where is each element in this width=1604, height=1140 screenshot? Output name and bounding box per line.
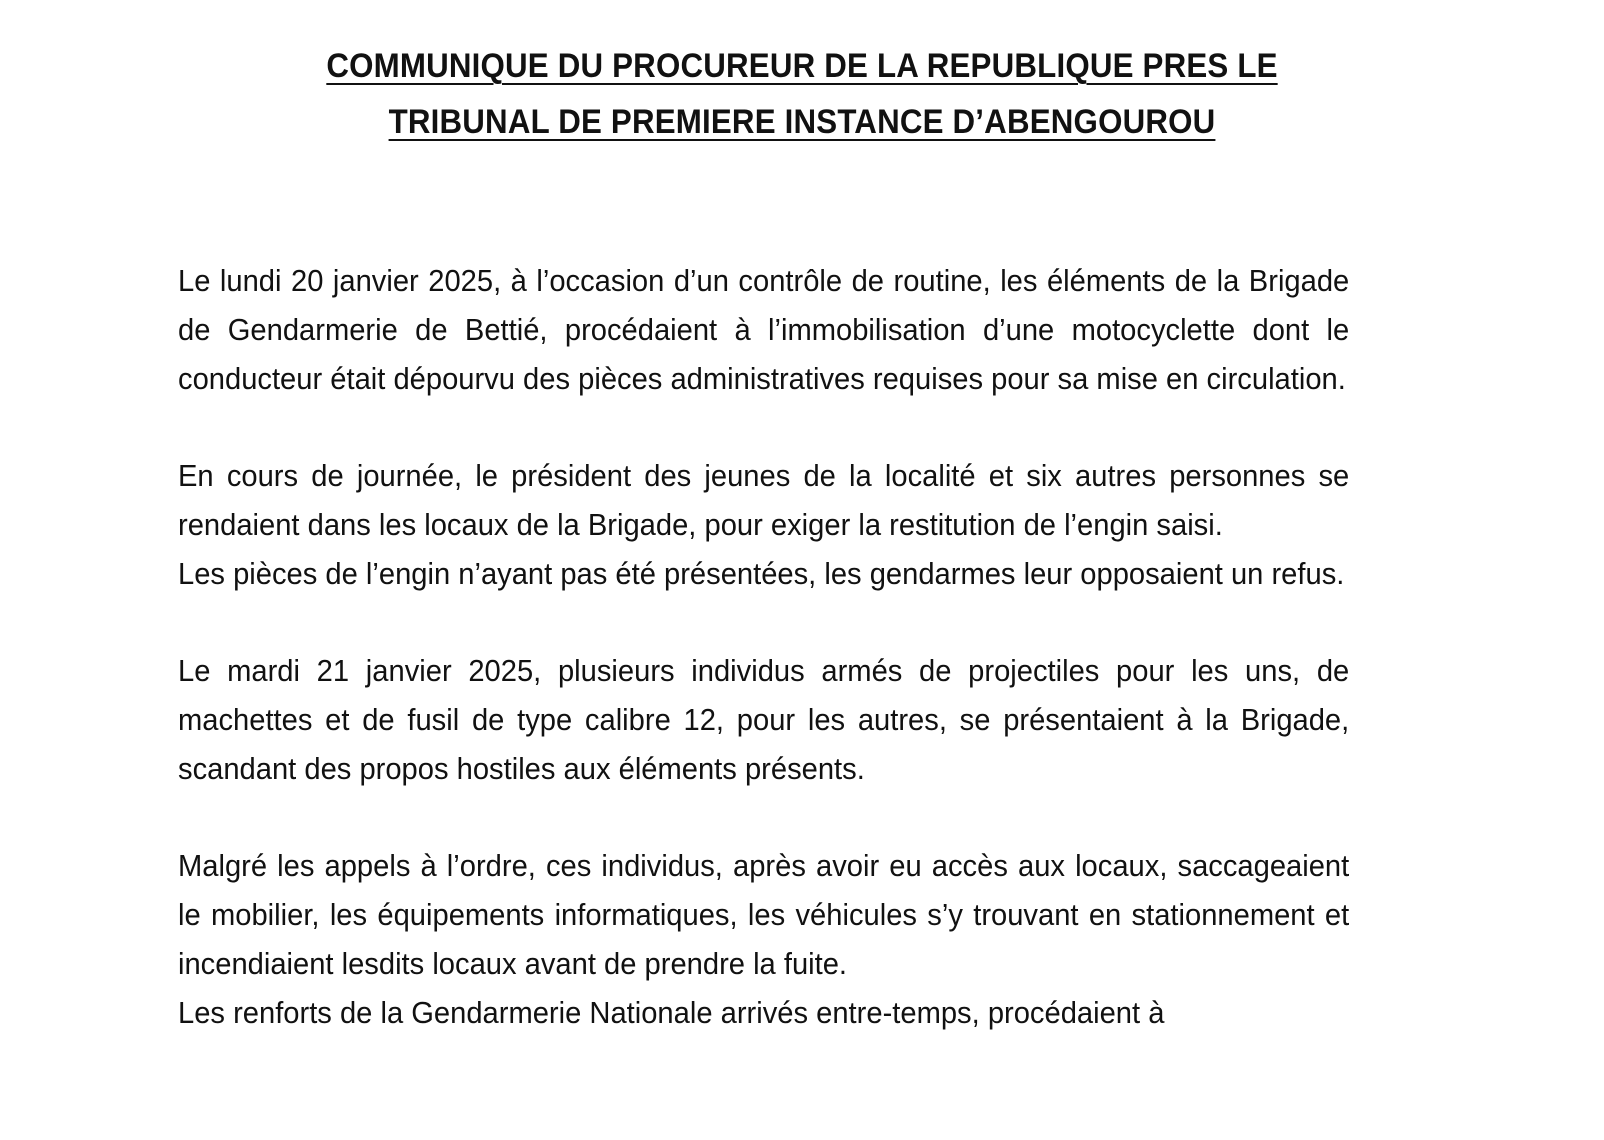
paragraph-2: En cours de journée, le président des jeunes de la localité et six autres personnes se rendaient dans les locaux de la Brigade, pour exiger la restitution de l’engin saisi. — [178, 458, 1350, 542]
paragraph-3: Les pièces de l’engin n’ayant pas été présentées, les gendarmes leur opposaient un refus. — [178, 556, 1345, 591]
paragraph-spacer — [178, 793, 1349, 841]
title-line-1: COMMUNIQUE DU PROCUREUR DE LA REPUBLIQUE PRES LE — [326, 47, 1278, 85]
document-body — [178, 256, 1349, 1037]
document-title — [64, 38, 1540, 150]
paragraph-spacer — [178, 598, 1349, 646]
paragraph-4: Le mardi 21 janvier 2025, plusieurs individus armés de projectiles pour les uns, de machettes et de fusil de type calibre 12, pour les autres, se présentaient à la Brigade, scandant des propos hostiles aux éléments présents. — [178, 653, 1350, 786]
paragraph-5: Malgré les appels à l’ordre, ces individus, après avoir eu accès aux locaux, saccageaient le mobilier, les équipements informatiques, les véhicules s’y trouvant en stationnement et incendiaient lesdits locaux avant de prendre la fuite. — [178, 848, 1350, 981]
paragraph-6: Les renforts de la Gendarmerie Nationale arrivés entre-temps, procédaient à — [178, 995, 1165, 1030]
paragraph-spacer — [178, 403, 1349, 451]
title-line-2: TRIBUNAL DE PREMIERE INSTANCE D’ABENGOUROU — [388, 103, 1216, 141]
paragraph-1: Le lundi 20 janvier 2025, à l’occasion d’un contrôle de routine, les éléments de la Brigade de Gendarmerie de Bettié, procédaient à l’immobilisation d’une motocyclette dont le conducteur était dépourvu des pièces administratives requises pour sa mise en circulation. — [178, 263, 1350, 396]
